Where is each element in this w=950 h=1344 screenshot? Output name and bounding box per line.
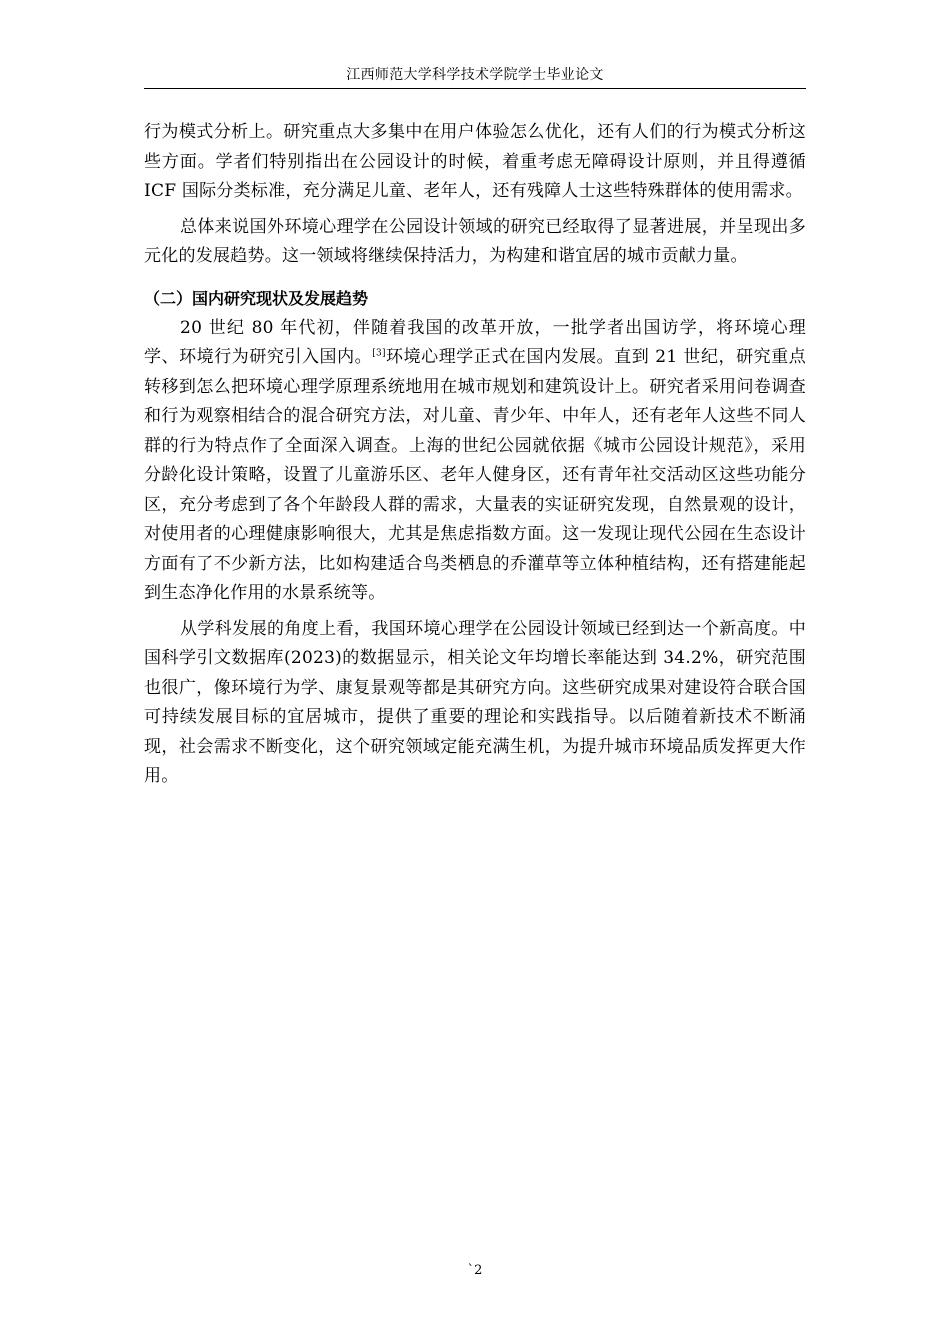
- header-rule: [144, 88, 806, 89]
- section-heading: （二）国内研究现状及发展趋势: [144, 288, 369, 308]
- citation-ref: [3]: [372, 348, 386, 359]
- paragraph-foreign-summary: 总体来说国外环境心理学在公园设计领域的研究已经取得了显著进展，并呈现出多元化的发展趋势。这一领域将继续保持活力，为构建和谐宜居的城市贡献力量。: [144, 216, 806, 266]
- paragraph-domestic-history: [144, 314, 806, 609]
- document-body: [144, 118, 806, 792]
- paragraph-text-after-citation: 环境心理学正式在国内发展。直到 21 世纪，研究重点转移到怎么把环境心理学原理系统地用在城市规划和建筑设计上。研究者采用问卷调查和行为观察相结合的混合研究方法，对儿童、青少年、中年人，还有老年人这些不同人群的行为特点作了全面深入调查。上海的世纪公园就依据《城市公园设计规范》，采用分龄化设计策略，设置了儿童游乐区、老年人健身区，还有青年社交活动区这些功能分区，充分考虑到了各个年龄段人群的需求，大量表的实证研究发现，自然景观的设计，对使用者的心理健康影响很大，尤其是焦虑指数方面。这一发现让现代公园在生态设计方面有了不少新方法，比如构建适合鸟类栖息的乔灌草等立体种植结构，还有搭建能起到生态净化作用的水景系统等。: [144, 347, 806, 603]
- paragraph-continued: 行为模式分析上。研究重点大多集中在用户体验怎么优化，还有人们的行为模式分析这些方面。学者们特别指出在公园设计的时候，着重考虑无障碍设计原则，并且得遵循 ICF 国际分类标准，充分满足儿童、老年人，还有残障人士这些特殊群体的使用需求。: [144, 122, 806, 201]
- paragraph-text-before-citation: 20 世纪 80 年代初，伴随着我国的改革开放，一批学者出国访学，将环境心理学、环境行为研究引入国内。: [144, 317, 806, 367]
- running-header: 江西师范大学科学技术学院学士毕业论文: [346, 67, 604, 83]
- page-number: `2: [467, 1263, 483, 1278]
- paragraph-discipline-development: 从学科发展的角度上看，我国环境心理学在公园设计领域已经到达一个新高度。中国科学引文数据库(2023)的数据显示，相关论文年均增长率能达到 34.2%，研究范围也很广，像环境行为学、康复景观等都是其研究方向。这些研究成果对建设符合联合国可持续发展目标的宜居城市，提供了重要的理论和实践指导。以后随着新技术不断涌现，社会需求不断变化，这个研究领域定能充满生机，为提升城市环境品质发挥更大作用。: [144, 618, 806, 786]
